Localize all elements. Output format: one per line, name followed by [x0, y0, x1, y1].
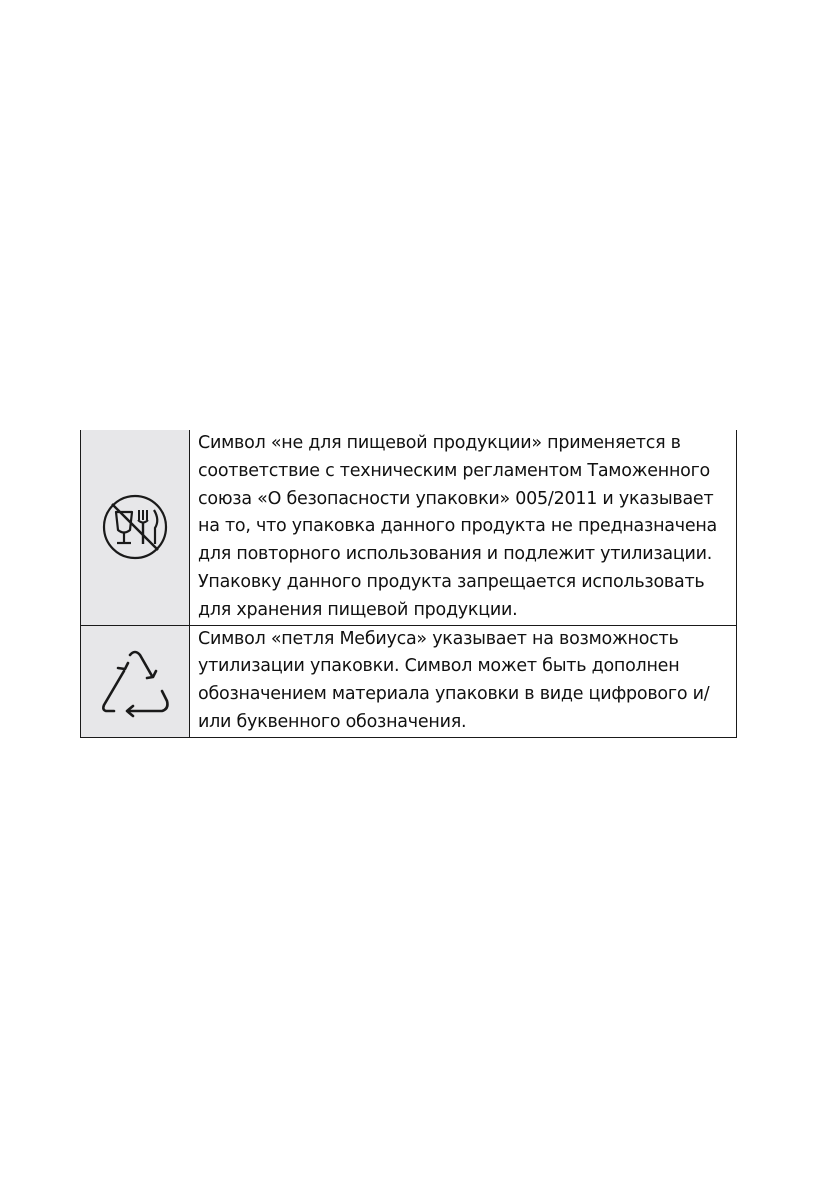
description-not-for-food: [190, 430, 737, 625]
text-line: на то, что упаковка данного продукта не предназначена: [198, 516, 718, 537]
text-line: Символ «не для пищевой продукции» применяется в: [198, 433, 681, 453]
description-mobius-loop: [190, 625, 737, 737]
text-line: союза «О безопасности упаковки» 005/2011 и указывает: [198, 488, 714, 509]
icon-cell-not-for-food: [81, 430, 190, 625]
text-line: соответствие с техническим регламентом Таможенного: [198, 460, 710, 481]
text-line: Упаковку данного продукта запрещается использовать: [198, 571, 705, 592]
symbol-table: [80, 430, 737, 738]
not-for-food-icon: [92, 490, 178, 564]
text-line: для хранения пищевой продукции.: [198, 599, 518, 620]
text-line: Символ «петля Мебиуса» указывает на возможность: [198, 628, 679, 649]
text-line: утилизации упаковки. Символ может быть дополнен: [198, 656, 680, 677]
icon-cell-mobius-loop: [81, 625, 190, 737]
table-row-not-for-food: [81, 430, 737, 625]
text-line: или буквенного обозначения.: [198, 711, 467, 732]
mobius-loop-recycle-icon: [92, 639, 178, 723]
text-line: для повторного использования и подлежит утилизации.: [198, 544, 713, 565]
text-line: обозначением материала упаковки в виде цифрового и/: [198, 684, 710, 705]
table-row-mobius-loop: [81, 625, 737, 737]
